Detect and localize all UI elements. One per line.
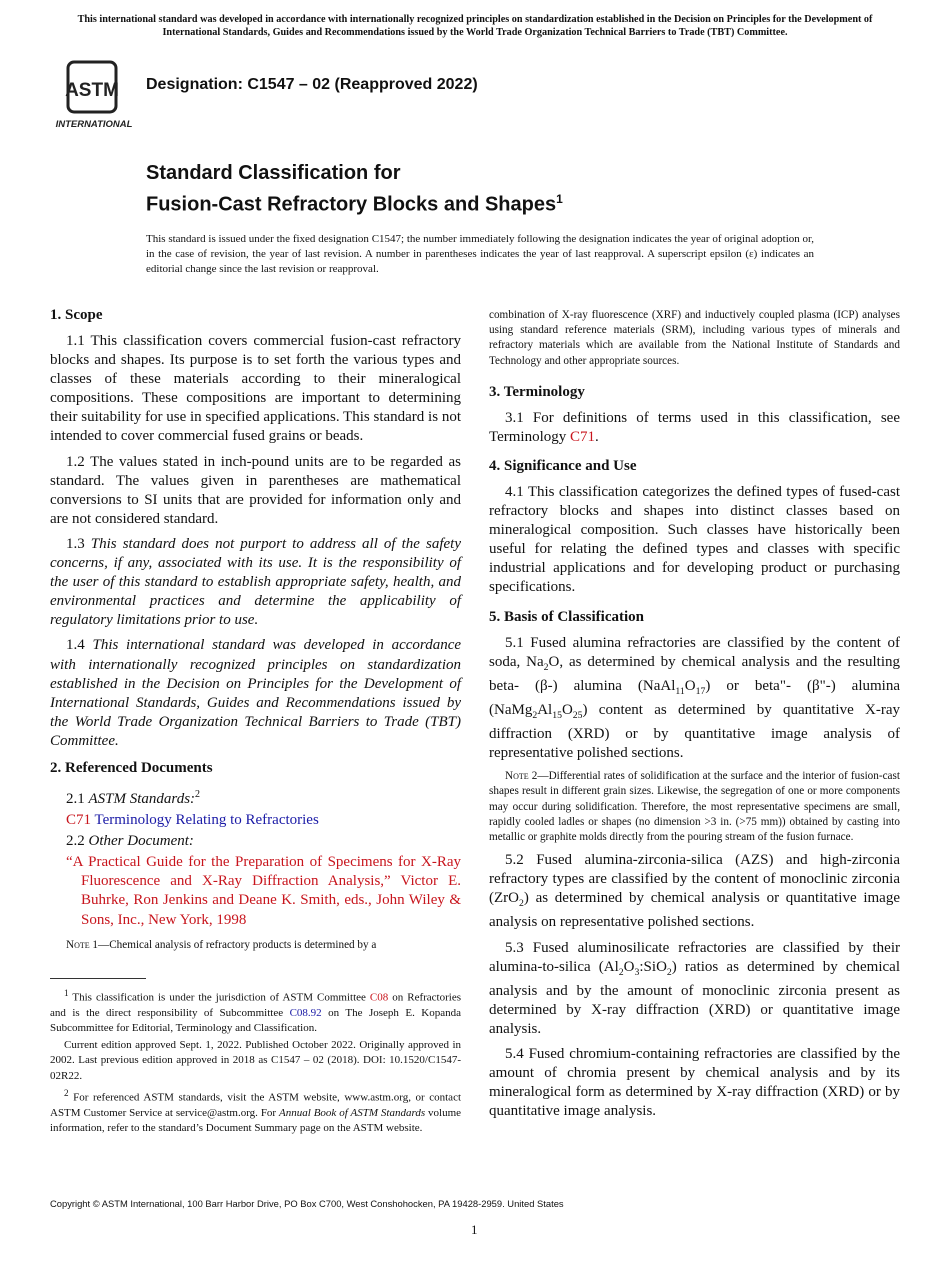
para-5-1-d: ) or beta"- (β"-) alumina (NaMg xyxy=(489,677,900,718)
header-notice: This international standard was developed in accordance with internationally recognized principles on standardization established in the Decision on Principles for the Development of International Standards, Guides and Recommendations issued by the World Trade Organization Technical Barriers to Trade (TBT) Committee. xyxy=(77,14,873,38)
c08-92-link[interactable]: C08.92 xyxy=(289,1006,322,1019)
para-5-2-b: ) as determined by chemical analysis or quantitative image analysis on representative polished sections. xyxy=(489,890,900,931)
para-5-1-e: Al xyxy=(537,701,553,718)
page-number: 1 xyxy=(471,1222,478,1237)
sub-2b: 2 xyxy=(532,709,538,721)
section-5-heading: 5. Basis of Classification xyxy=(489,608,645,625)
sub-15: 15 xyxy=(552,709,562,721)
sub-2: 2 xyxy=(543,661,549,673)
para-5-1 xyxy=(489,634,900,764)
astm-logo xyxy=(52,60,136,132)
section-2-heading: 2. Referenced Documents xyxy=(50,759,213,776)
sub-17: 17 xyxy=(695,685,706,697)
para-5-1-b: O, as determined by chemical analysis and the resulting beta- (β-) alumina (NaAl xyxy=(489,653,900,694)
para-5-3-b: O xyxy=(623,958,635,975)
footnote-2-ref[interactable]: 2 xyxy=(195,788,201,800)
footnote-2-italic: Annual Book of ASTM Standards xyxy=(279,1106,426,1119)
right-column xyxy=(489,308,900,1127)
para-5-1-g: ) content as determined by quantitative X-ray diffraction (XRD) or by quantitative image analysis of representative polished sections. xyxy=(489,701,900,762)
note-1-label: Note 1 xyxy=(66,938,99,951)
note-1-continued: combination of X-ray fluorescence (XRF) and inductively coupled plasma (ICP) analyses using standard reference materials (SRM), including various types of minerals and refractory materials which are available from the National Institute of Standards and Technology and other appropriate sources. xyxy=(489,309,900,367)
logo-text: ASTM xyxy=(65,80,119,101)
sub-11: 11 xyxy=(675,685,685,697)
title-footnote-ref[interactable]: 1 xyxy=(556,192,563,206)
para-5-4: 5.4 Fused chromium-containing refractories are classified by the amount of chromia present by chemical analysis and by its mineralogical form as determined by X-ray diffraction (XRD) or by quantitative image analysis. xyxy=(489,1045,900,1120)
astm-logo-icon xyxy=(52,60,136,132)
note-2-label: Note 2 xyxy=(505,770,538,783)
footnote-2 xyxy=(50,1086,461,1136)
c71-title-link[interactable]: Terminology Relating to Refractories xyxy=(94,812,319,829)
astm-standards-label: ASTM Standards: xyxy=(88,790,196,807)
para-5-3-c: :SiO xyxy=(639,958,667,975)
copyright: Copyright © ASTM International, 100 Barr Harbor Drive, PO Box C700, West Conshohocken, PA 19428-2959. United States xyxy=(50,1198,564,1209)
footnote-2-text-b: volume information, refer to the standard’s Document Summary page on the ASTM website. xyxy=(50,1106,462,1134)
para-3-1-text: 3.1 For definitions of terms used in this classification, see Terminology xyxy=(489,409,900,445)
para-5-3-a: 5.3 Fused aluminosilicate refractories are classified by their alumina-to-silica (Al xyxy=(489,939,900,975)
footnotes xyxy=(50,986,461,1138)
para-1-4 xyxy=(50,636,461,751)
issued-note: This standard is issued under the fixed designation C1547; the number immediately following the designation indicates the year of original adoption or, in the case of revision, the year of last revision. A number in parentheses indicates the year of last reapproval. A superscript epsilon (ε) indicates an editorial change since the last revision or reapproval. xyxy=(146,233,814,275)
para-2-1 xyxy=(66,785,461,809)
page-title xyxy=(146,160,563,218)
sub-25: 25 xyxy=(572,709,583,721)
para-1-3-text: This standard does not purport to address all of the safety concerns, if any, associated with its use. It is the responsibility of the user of this standard to establish appropriate safety, health, and environmental practices and determine the applicability of regulatory limitations prior to use. xyxy=(50,535,461,629)
title-line-2: Fusion-Cast Refractory Blocks and Shapes xyxy=(146,193,557,216)
footnote-2-text-a: For referenced ASTM standards, visit the ASTM website, www.astm.org, or contact ASTM Customer Service at service@astm.org. For xyxy=(50,1091,462,1119)
footnote-1-mark: 1 xyxy=(64,988,69,998)
sub-3: 3 xyxy=(634,966,640,978)
section-1-heading: 1. Scope xyxy=(50,307,103,323)
para-5-1-c: O xyxy=(684,677,696,694)
title-line-2-wrap xyxy=(146,186,563,218)
para-5-3 xyxy=(489,939,900,1039)
c71-terminology-link[interactable]: C71 xyxy=(570,428,596,445)
para-2-2 xyxy=(66,832,461,851)
para-1-1: 1.1 This classification covers commercial fusion-cast refractory blocks and shapes. Its purpose is to set forth the various types and classes of these materials according to their mineralogical compositions. These compositions are important to determining their suitability for use in specified applications. This standard is not intended to cover commercial fused grains or beads. xyxy=(50,333,461,445)
sub-2e: 2 xyxy=(666,966,672,978)
title-line-1: Standard Classification for xyxy=(146,162,401,184)
section-4-heading: 4. Significance and Use xyxy=(489,458,637,474)
para-3-1 xyxy=(489,409,900,447)
left-column xyxy=(50,306,461,959)
footnote-2-mark: 2 xyxy=(64,1087,69,1098)
c08-link[interactable]: C08 xyxy=(369,991,389,1004)
footnote-1-edition: Current edition approved Sept. 1, 2022. Published October 2022. Originally approved in 2002. Last previous edition approved in 2018 as C1547 – 02 (2018). DOI: 10.1520/C1547-02R22. xyxy=(50,1039,461,1082)
para-1-4-number: 1.4 xyxy=(66,637,85,654)
other-document-label: Other Document: xyxy=(88,833,194,850)
note-1-text: —Chemical analysis of refractory products is determined by a xyxy=(98,938,377,951)
note-2-text: —Differential rates of solidification at the surface and the interior of fusion-cast shapes result in different grain sizes. Likewise, the segregation of one or more components may occur during solidification. Therefore, the most representative specimens are small, rapidly cooled ladles or shapes (no dimension >3 in. (>75 mm)) obtained by casting into metallic or graphite molds directly from the pouring stream of the fusion furnace. xyxy=(489,770,900,843)
c71-link[interactable]: C71 xyxy=(66,812,92,829)
para-2-2-number: 2.2 xyxy=(66,833,85,850)
para-3-1-end: . xyxy=(595,428,599,445)
footnote-1-text-a: This classification is under the jurisdiction of ASTM Committee xyxy=(72,991,366,1004)
footnote-1-text-b: on Refractories and is the direct responsibility of Subcommittee xyxy=(50,991,461,1019)
c71-reference xyxy=(66,811,461,830)
para-5-3-d: ) ratios as determined by chemical analysis and by the amount of monoclinic zirconia present as determined by X-ray diffraction (XRD) or quantitative image analysis. xyxy=(489,958,900,1037)
para-1-4-text: This international standard was developed in accordance with internationally recognized principles on standardization established in the Decision on Principles for the Development of International Standards, Guides and Recommendations issued by the World Trade Organization Technical Barriers to Trade (TBT) Committee. xyxy=(50,637,462,749)
other-document-reference[interactable]: “A Practical Guide for the Preparation of Specimens for X-Ray Fluorescence and X-Ray Diffraction Analysis,” Victor E. Buhrke, Ron Jenkins and Deane K. Smith, eds., John Wiley & Sons, Inc., New York, 1998 xyxy=(66,854,461,928)
note-1 xyxy=(50,938,461,953)
para-1-3-number: 1.3 xyxy=(66,535,85,552)
para-5-1-f: O xyxy=(561,701,573,718)
footnote-divider xyxy=(50,978,146,979)
footnote-1 xyxy=(50,986,461,1036)
para-4-1: 4.1 This classification categorizes the defined types of fused-cast refractory blocks and shapes into distinct classes based on mineralogical composition. Such classes have historically been useful for relating the defined types and classes with specific industrial applications and for developing product or purchasing specifications. xyxy=(489,484,900,596)
para-2-1-number: 2.1 xyxy=(66,790,85,807)
sub-2d: 2 xyxy=(618,966,624,978)
section-3-heading: 3. Terminology xyxy=(489,383,585,400)
designation: Designation: C1547 – 02 (Reapproved 2022) xyxy=(146,76,478,93)
para-1-3 xyxy=(50,535,461,630)
footnote-1-text-c: on The Joseph E. Kopanda Subcommittee for Editorial, Terminology and Classification. xyxy=(50,1006,462,1035)
logo-subtext: INTERNATIONAL xyxy=(55,119,133,130)
para-5-1-a: 5.1 Fused alumina refractories are classified by the content of soda, Na xyxy=(489,634,900,670)
para-1-2: 1.2 The values stated in inch-pound units are to be regarded as standard. The values given in parentheses are mathematical conversions to SI units that are provided for information only and are not considered standard. xyxy=(50,453,461,527)
para-5-2-a: 5.2 Fused alumina-zirconia-silica (AZS) and high-zirconia refractory types are classified by the content of monoclinic zirconia (ZrO xyxy=(489,852,900,907)
note-2 xyxy=(489,769,900,845)
sub-2c: 2 xyxy=(519,898,524,910)
para-5-2 xyxy=(489,851,900,932)
